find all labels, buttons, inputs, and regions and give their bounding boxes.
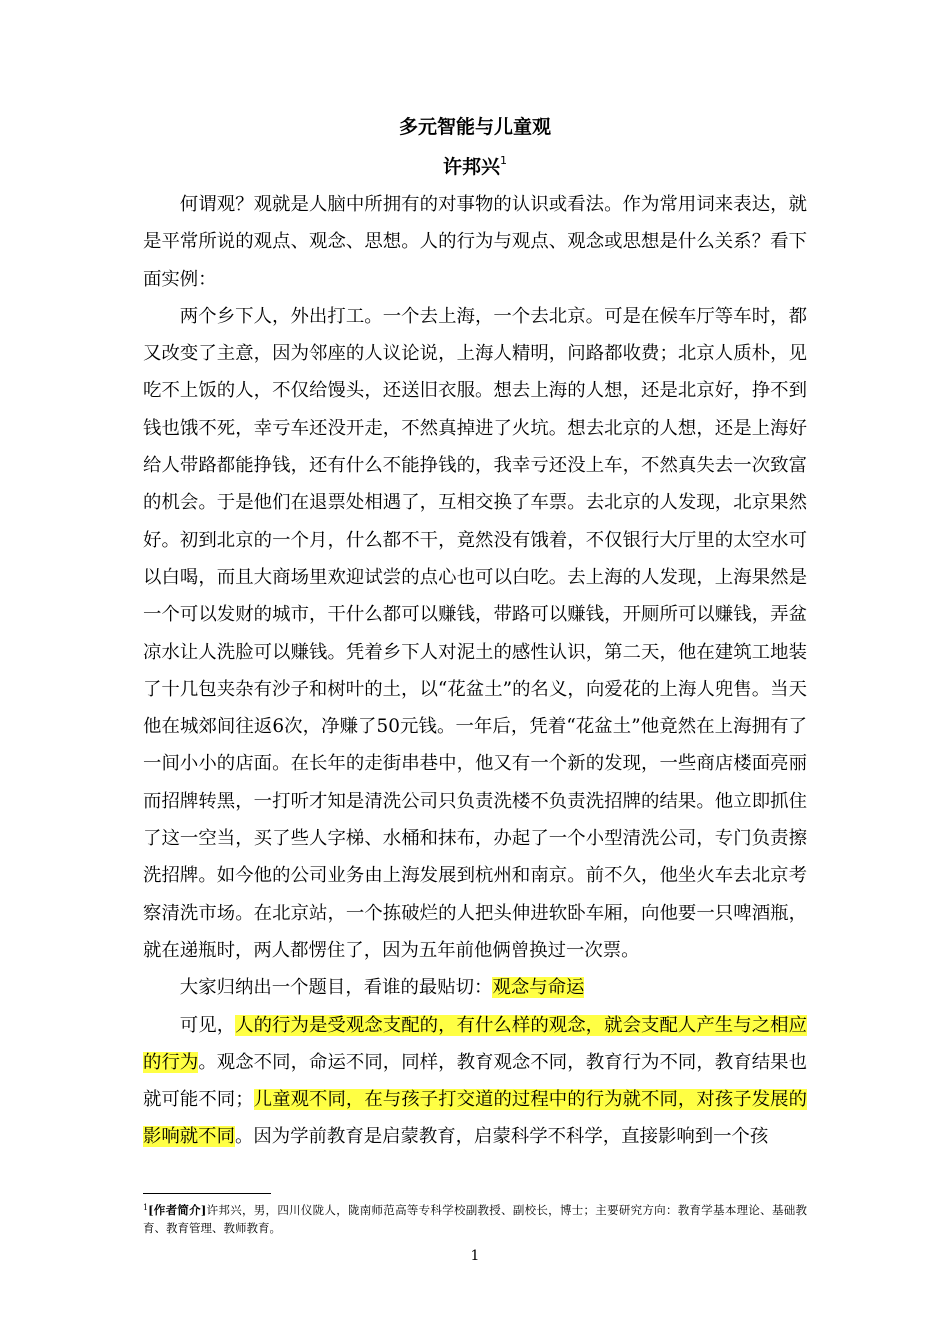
conclusion-highlight-2: 儿童观不同，在与孩子打交道的过程中的行为就不同，对孩子发展的影响就不同 <box>143 1089 807 1148</box>
paragraph-story: 两个乡下人，外出打工。一个去上海，一个去北京。可是在候车厅等车时，都又改变了主意，因为邻座的人议论说，上海人精明，问路都收费；北京人质朴，见吃不上饭的人，不仅给馒头，还送旧衣服。想去上海的人想，还是北京好，挣不到钱也饿不死，幸亏车还没开走，不然真掉进了火坑。想去北京的人想，还是上海好给人带路都能挣钱，还有什么不能挣钱的，我幸亏还没上车，不然真失去一次致富的机会。于是他们在退票处相遇了，互相交换了车票。去北京的人发现，北京果然好。初到北京的一个月，什么都不干，竟然没有饿着，不仅银行大厅里的太空水可以白喝，而且大商场里欢迎试尝的点心也可以白吃。去上海的人发现，上海果然是一个可以发财的城市，干什么都可以赚钱，带路可以赚钱，开厕所可以赚钱，弄盆凉水让人洗脸可以赚钱。凭着乡下人对泥土的感性认识，第二天，他在建筑工地装了十几包夹杂有沙子和树叶的土，以“花盆土”的名义，向爱花的上海人兜售。当天他在城郊间往返6次，净赚了50元钱。一年后，凭着“花盆土”他竟然在上海拥有了一间小小的店面。在长年的走街串巷中，他又有一个新的发现，一些商店楼面亮丽而招牌转黑，一打听才知是清洗公司只负责洗楼不负责洗招牌的结果。他立即抓住了这一空当，买了些人字梯、水桶和抹布，办起了一个小型清洗公司，专门负责擦洗招牌。如今他的公司业务由上海发展到杭州和南京。前不久，他坐火车去北京考察清洗市场。在北京站，一个拣破烂的人把头伸进软卧车厢，向他要一只啤酒瓶，就在递瓶时，两人都愣住了，因为五年前他俩曾换过一次票。 <box>143 305 807 961</box>
conclusion-lead: 可见， <box>179 1014 236 1036</box>
footnote-separator <box>143 1193 271 1194</box>
footnote-mark: 1 <box>143 1203 149 1212</box>
document-title: 多元智能与儿童观 <box>398 116 551 138</box>
page-number: 1 <box>470 1248 480 1264</box>
body-text <box>143 186 807 1156</box>
author-line <box>0 146 950 182</box>
paragraph-definition: 何谓观？观就是人脑中所拥有的对事物的认识或看法。作为常用词来表达，就是平常所说的观点、观念、思想。人的行为与观点、观念或思想是什么关系？看下面实例： <box>143 194 807 290</box>
conclusion-highlight-1: 人的行为是受观念支配的，有什么样的观念，就会支配人产生与之相应的行为 <box>143 1014 807 1073</box>
topic-lead: 大家归纳出一个题目，看谁的最贴切： <box>179 977 493 999</box>
footnote-text: 许邦兴，男，四川仪陇人，陇南师范高等专科学校副教授、副校长，博士；主要研究方向：教育学基本理论、基础教育、教育管理、教师教育。 <box>143 1203 807 1235</box>
conclusion-middle: 。观念不同，命运不同，同样，教育观念不同，教育行为不同，教育结果也就可能不同； <box>143 1051 807 1111</box>
paragraph-conclusion <box>143 1007 807 1156</box>
author-name: 许邦兴 <box>442 156 500 178</box>
topic-highlight: 观念与命运 <box>492 977 585 999</box>
author-footnote-mark: 1 <box>500 154 507 167</box>
conclusion-tail: 。因为学前教育是启蒙教育，启蒙科学不科学，直接影响到一个孩 <box>234 1126 769 1148</box>
paragraph-topic <box>143 969 807 1006</box>
footnote-label: [作者简介] <box>148 1203 207 1217</box>
footnote <box>143 1199 807 1237</box>
